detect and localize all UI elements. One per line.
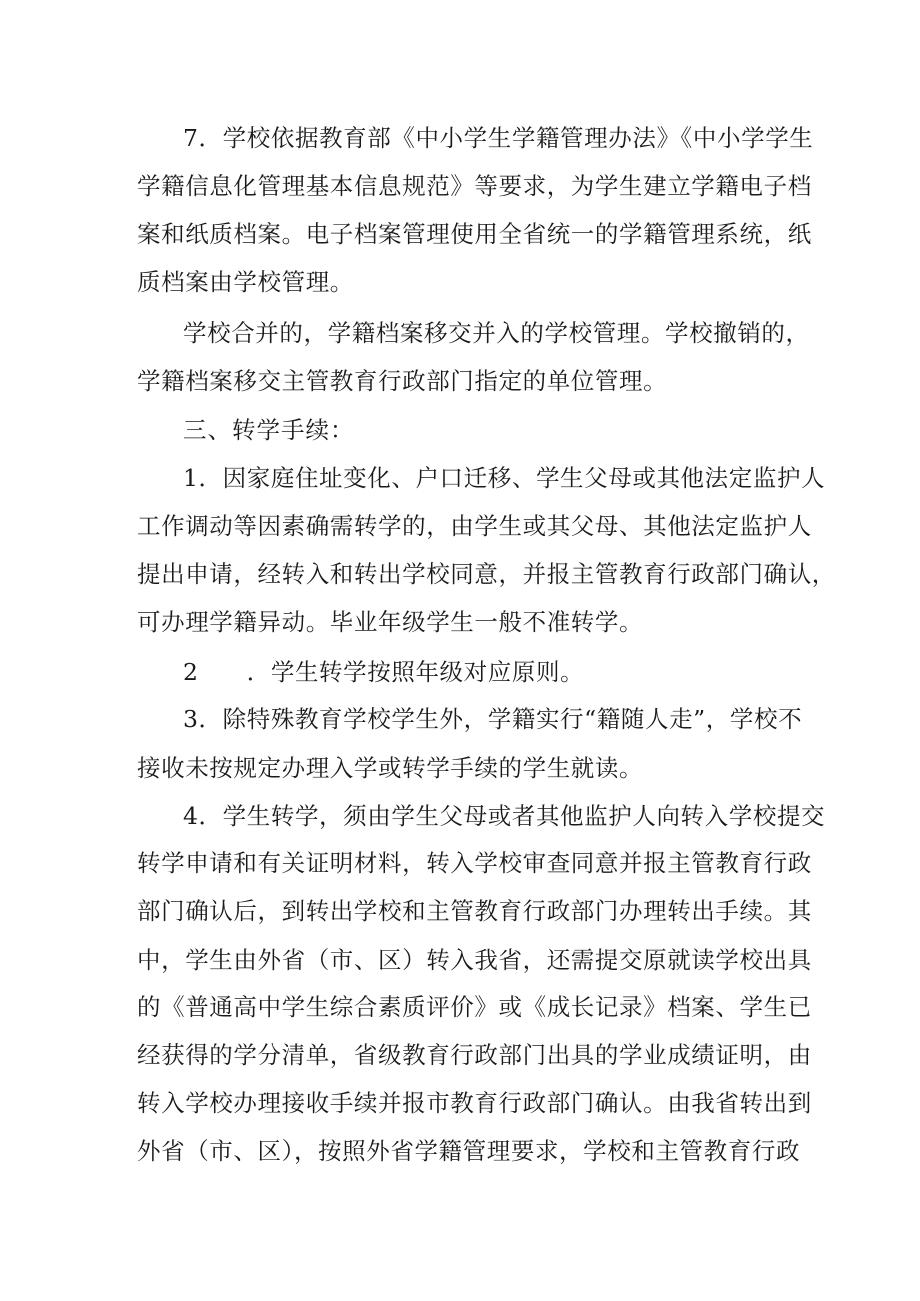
clause-4-line-4: 中，学生由外省（市、区）转入我省，还需提交原就读学校出具 <box>137 946 812 974</box>
clause-4-line-1: 4．学生转学，须由学生父母或者其他监护人向转入学校提交 <box>183 802 826 830</box>
merge-paragraph-line-2: 学籍档案移交主管教育行政部门指定的单位管理。 <box>137 367 668 395</box>
section-heading-transfer: 三、转学手续： <box>183 416 355 444</box>
clause-4-line-8: 外省（市、区），按照外省学籍管理要求，学校和主管教育行政 <box>137 1137 801 1165</box>
clause-4-line-6: 经获得的学分清单，省级教育行政部门出具的学业成绩证明，由 <box>137 1041 812 1069</box>
clause-2-line-1: 2 ．学生转学按照年级对应原则。 <box>183 658 585 686</box>
clause-7-line-1: 7．学校依据教育部《中小学生学籍管理办法》《中小学学生 <box>183 124 814 152</box>
clause-3-line-2: 接收未按规定办理入学或转学手续的学生就读。 <box>137 754 644 782</box>
clause-4-line-7: 转入学校办理接收手续并报市教育行政部门确认。由我省转出到 <box>137 1089 812 1117</box>
clause-4-line-5: 的《普通高中学生综合素质评价》或《成长记录》档案、学生已 <box>137 993 812 1021</box>
clause-4-line-2: 转学申请和有关证明材料，转入学校审查同意并报主管教育行政 <box>137 849 812 877</box>
clause-1-line-4: 可办理学籍异动。毕业年级学生一般不准转学。 <box>137 608 644 636</box>
clause-7-line-2: 学籍信息化管理基本信息规范》等要求，为学生建立学籍电子档 <box>137 172 812 200</box>
clause-1-line-3: 提出申请，经转入和转出学校同意，并报主管教育行政部门确认， <box>137 560 836 588</box>
clause-7-line-4: 质档案由学校管理。 <box>137 268 354 296</box>
clause-7-line-3: 案和纸质档案。电子档案管理使用全省统一的学籍管理系统，纸 <box>137 220 812 248</box>
clause-1-line-2: 工作调动等因素确需转学的，由学生或其父母、其他法定监护人 <box>137 512 812 540</box>
clause-4-line-3: 部门确认后，到转出学校和主管教育行政部门办理转出手续。其 <box>137 897 812 925</box>
merge-paragraph-line-1: 学校合并的，学籍档案移交并入的学校管理。学校撤销的， <box>183 319 810 347</box>
clause-3-line-1: 3．除特殊教育学校学生外，学籍实行“籍随人走”，学校不 <box>183 705 803 733</box>
clause-1-line-1: 1．因家庭住址变化、户口迁移、学生父母或其他法定监护人 <box>183 464 826 492</box>
